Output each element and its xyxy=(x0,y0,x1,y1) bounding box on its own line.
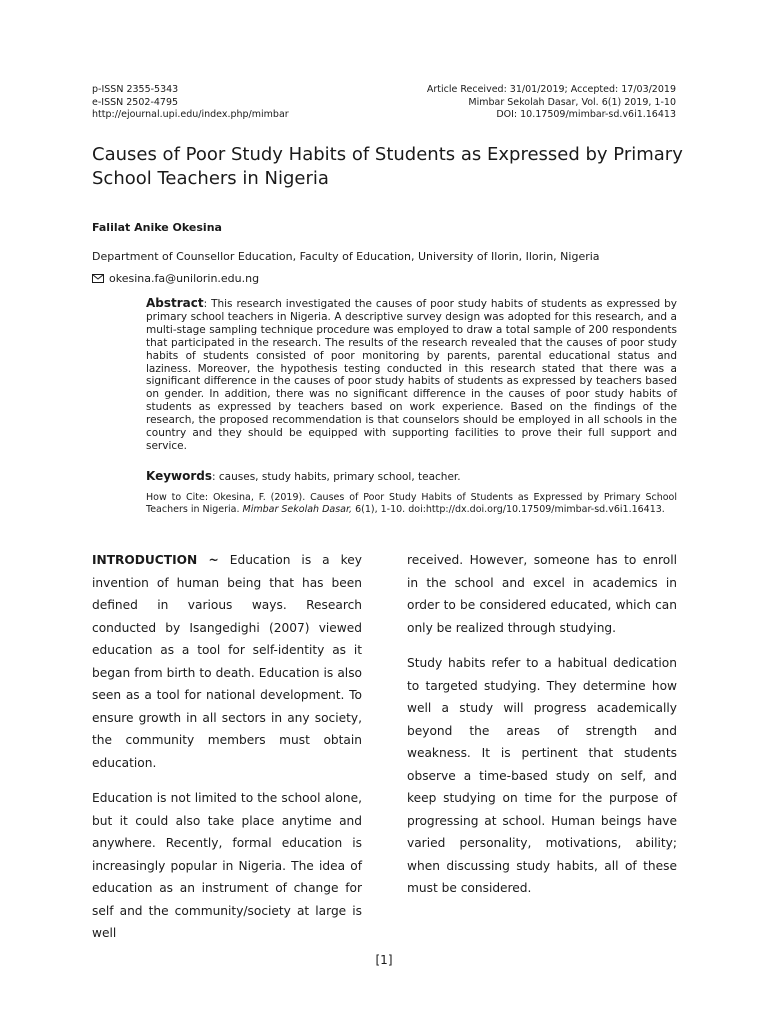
keywords-label: Keywords xyxy=(146,469,213,483)
author-name: Falilat Anike Okesina xyxy=(92,221,222,234)
body-column-left xyxy=(92,549,362,958)
paragraph xyxy=(92,549,362,774)
article-info-block xyxy=(427,84,676,122)
keywords-text: : causes, study habits, primary school, teacher. xyxy=(212,471,461,483)
author-email xyxy=(92,272,259,285)
article-dates: Article Received: 31/01/2019; Accepted: 17/03/2019 xyxy=(426,84,676,95)
paragraph: received. However, someone has to enroll in the school and excel in academics in order to be considered educated, which can only be realized through studying. xyxy=(407,553,677,635)
citation-prefix: How to Cite: Okesina, F. (2019). Causes of Poor Study Habits of Students as Expressed by Primary School Teachers in Nigeria. xyxy=(146,492,677,516)
citation-suffix[interactable]: 6(1), 1-10. doi:http://dx.doi.org/10.17509/mimbar-sd.v6i1.16413. xyxy=(352,504,665,516)
paragraph: Education is not limited to the school alone, but it could also take place anytime and anywhere. Recently, formal education is increasingly popular in Nigeria. The idea of education as an instrument of change for self and the community/society at large is well xyxy=(92,791,362,940)
abstract-text: : This research investigated the causes of poor study habits of students as expressed by primary school teachers in Nigeria. A descriptive survey design was adopted for this research, and a multi-stage sampling technique procedure was employed to draw a total sample of 200 respondents that participated in the research. The results of the research revealed that the causes of poor study habits of students consisted of poor monitoring by parents, parental educational status and laziness. Moreover, the hypothesis testing conducted in this research stated that there was a significant difference in the causes of poor study habits of students as expressed by teachers based on gender. In addition, there was no significant difference in the causes of poor study habits of students as expressed by teachers based on work experience. Based on the findings of the research, the proposed recommendation is that counselors should be employed in all schools in the country and they should be equipped with supporting facilities to prove their full support and service. xyxy=(146,298,677,452)
abstract xyxy=(146,297,677,453)
envelope-icon xyxy=(92,274,104,283)
p-issn: p-ISSN 2355-5343 xyxy=(92,84,179,95)
section-heading-introduction: INTRODUCTION ~ xyxy=(92,553,219,567)
paragraph-text: Education is a key invention of human being that has been defined in various ways. Research conducted by Isangedighi (2007) viewed education as a tool for self-identity as it began from birth to death. Education is also seen as a tool for national development. To ensure growth in all sectors in any society, the community members must obtain education. xyxy=(92,553,362,770)
paper-title: Causes of Poor Study Habits of Students as Expressed by Primary School Teachers in Nigeria xyxy=(92,144,683,189)
journal-url[interactable]: http://ejournal.upi.edu/index.php/mimbar xyxy=(92,109,289,120)
author-affiliation: Department of Counsellor Education, Faculty of Education, University of Ilorin, Ilorin, Nigeria xyxy=(92,250,600,263)
e-issn: e-ISSN 2502-4795 xyxy=(92,96,179,108)
citation-journal: Mimbar Sekolah Dasar, xyxy=(242,504,353,516)
page-number: [1] xyxy=(375,953,393,967)
citation xyxy=(146,492,677,516)
keywords xyxy=(146,469,677,483)
email-address[interactable]: okesina.fa@unilorin.edu.ng xyxy=(109,272,260,285)
abstract-label: Abstract xyxy=(146,296,204,310)
paragraph: Study habits refer to a habitual dedication to targeted studying. They determine how well a study will progress academically beyond the areas of strength and weakness. It is pertinent that students observe a time-based study on self, and keep studying on time for the purpose of progressing at school. Human beings have varied personality, motivations, ability; when discussing study habits, all of these must be considered. xyxy=(407,656,677,895)
body-column-right xyxy=(407,549,677,913)
journal-issn-block xyxy=(92,84,289,122)
article-doi[interactable]: DOI: 10.17509/mimbar-sd.v6i1.16413 xyxy=(496,109,676,120)
journal-volume: Mimbar Sekolah Dasar, Vol. 6(1) 2019, 1-10 xyxy=(468,96,676,108)
